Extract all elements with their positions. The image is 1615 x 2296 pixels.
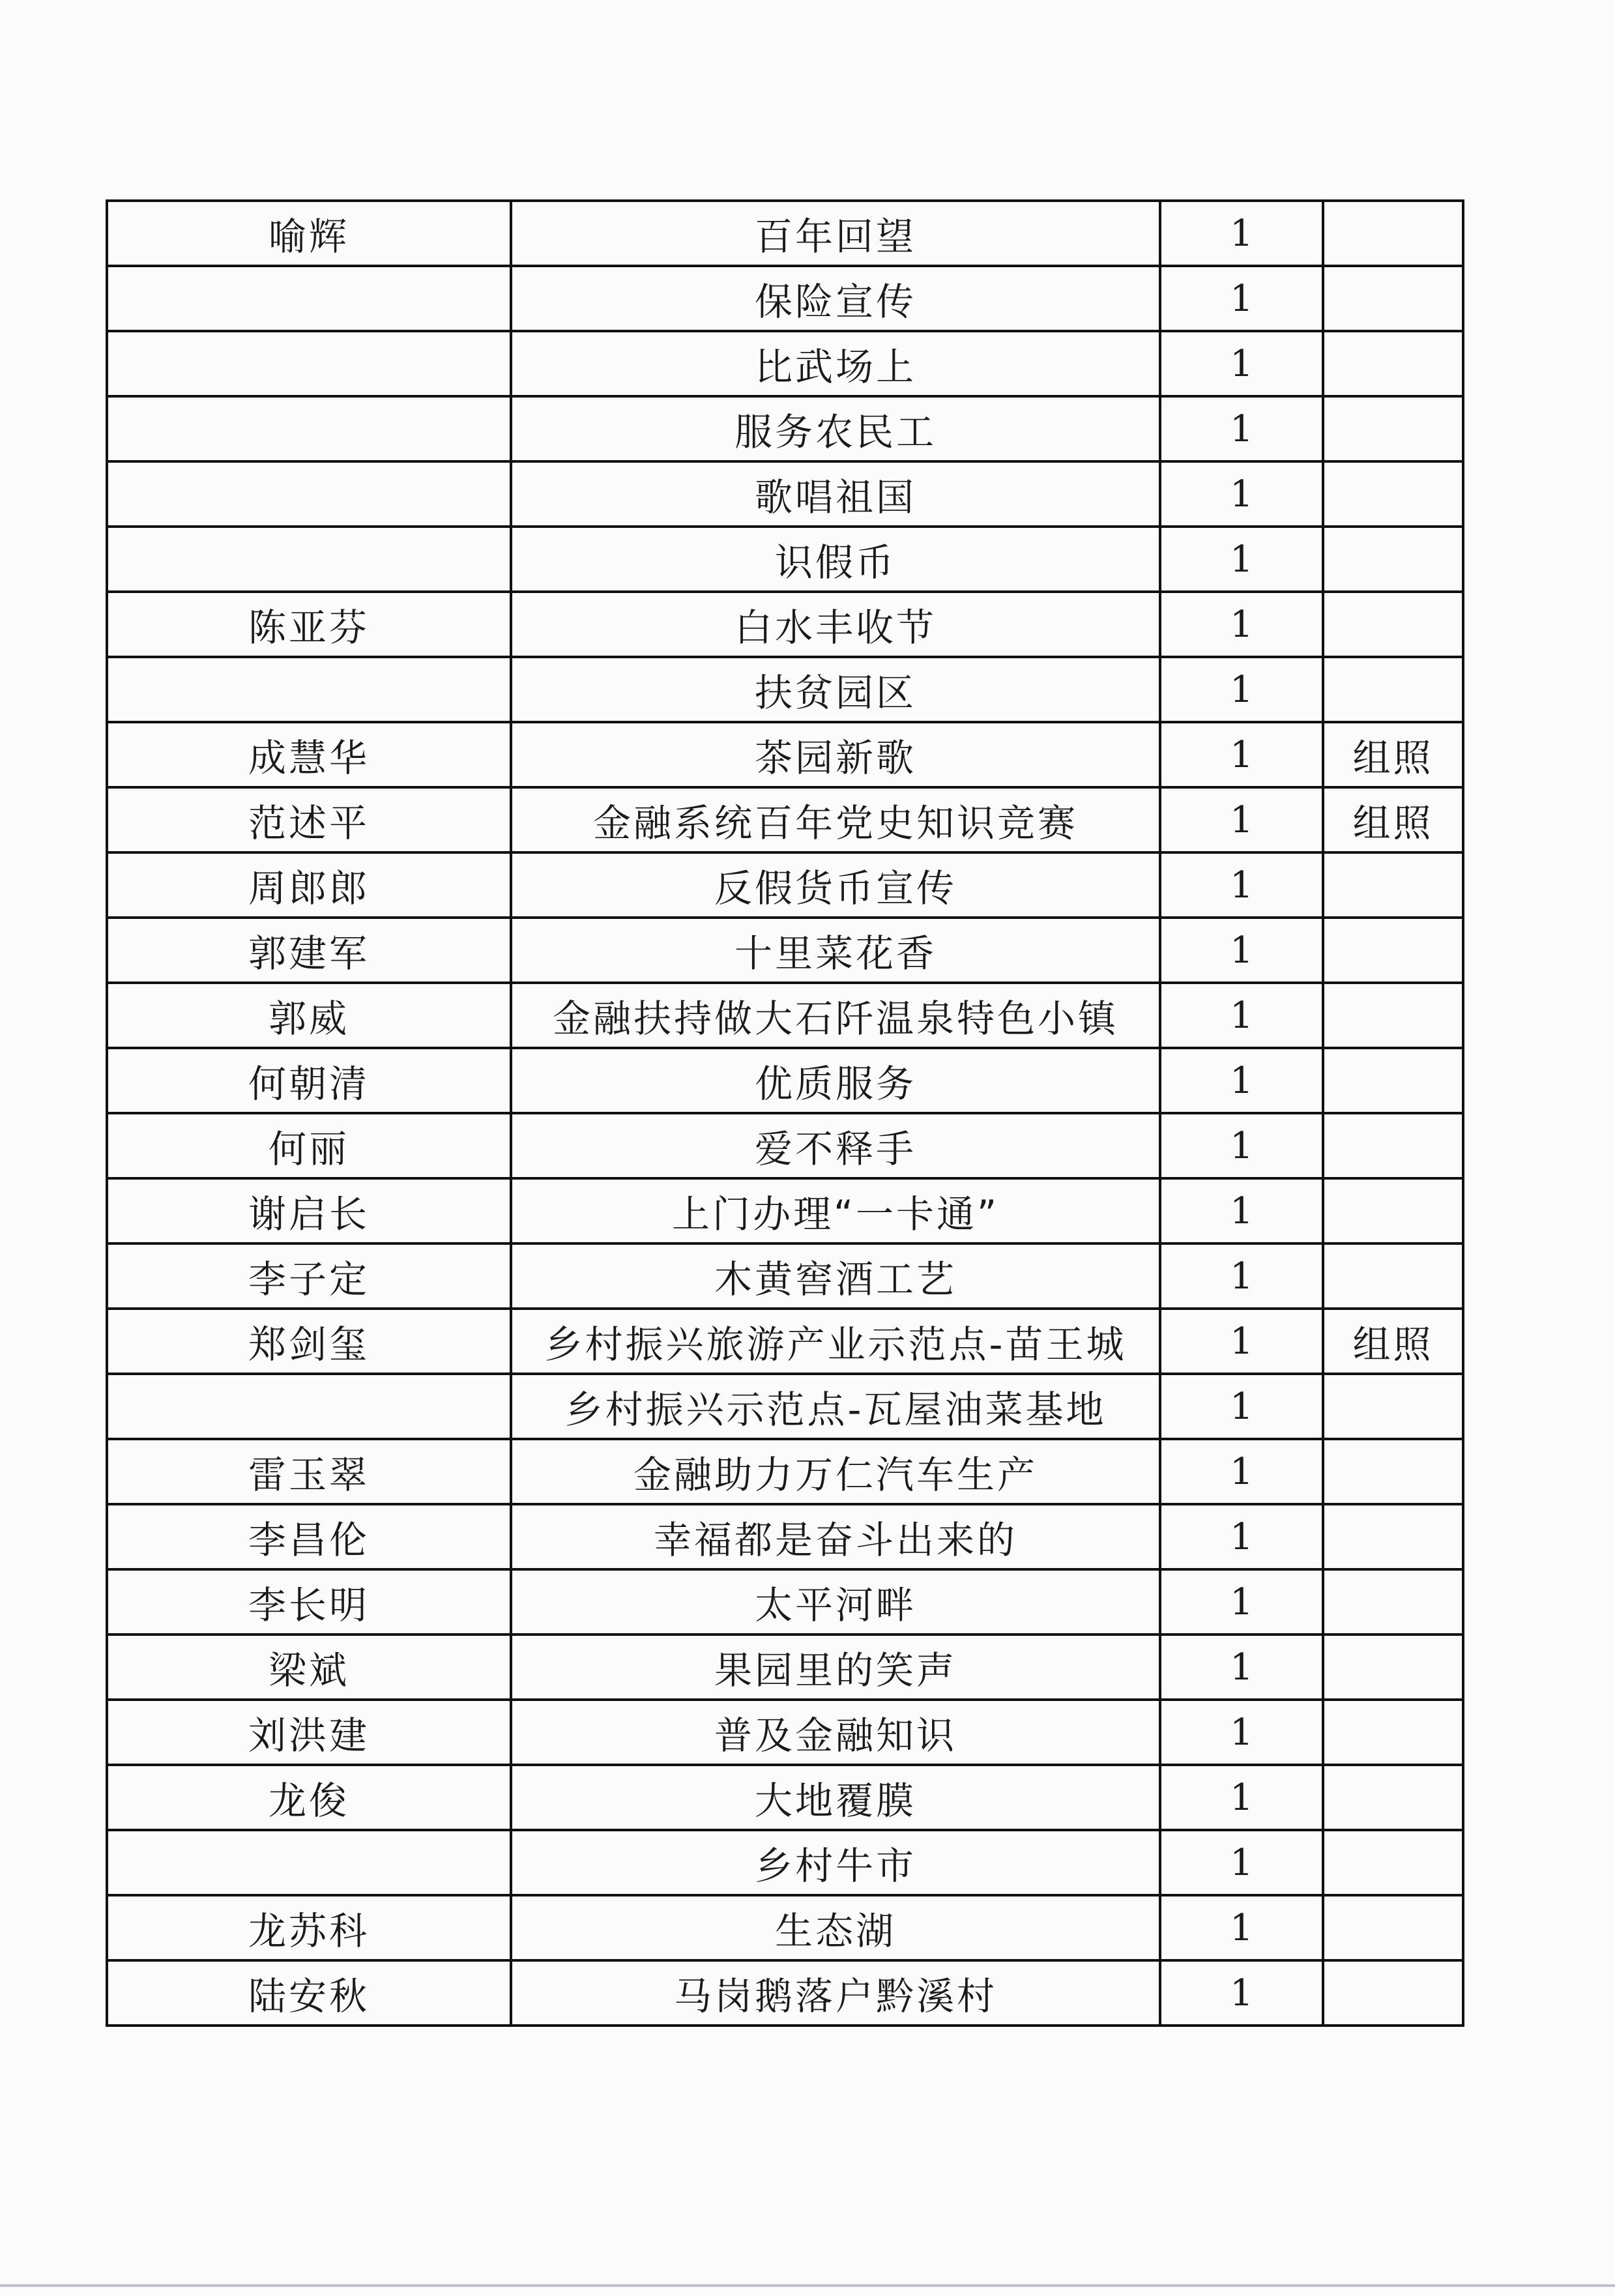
work-title-cell: 马岗鹅落户黔溪村 (511, 1960, 1160, 2026)
work-title-cell: 歌唱祖国 (511, 461, 1160, 527)
table-row (107, 266, 1463, 331)
work-title-cell: 茶园新歌 (511, 722, 1160, 787)
table-row (107, 396, 1463, 461)
note-cell (1323, 918, 1463, 983)
author-cell: 成慧华 (107, 722, 511, 787)
table-row (107, 1635, 1463, 1700)
entries-table-body (107, 201, 1463, 2026)
note-cell (1323, 1830, 1463, 1895)
author-cell: 梁斌 (107, 1635, 511, 1700)
note-cell (1323, 852, 1463, 918)
author-cell (107, 657, 511, 722)
work-title-cell: 果园里的笑声 (511, 1635, 1160, 1700)
table-row (107, 201, 1463, 266)
quantity-cell: 1 (1160, 396, 1323, 461)
author-cell: 郭威 (107, 983, 511, 1048)
work-title-cell: 太平河畔 (511, 1569, 1160, 1635)
note-cell (1323, 1569, 1463, 1635)
work-title-cell: 百年回望 (511, 201, 1160, 266)
quantity-cell: 1 (1160, 657, 1323, 722)
quantity-cell: 1 (1160, 1504, 1323, 1569)
work-title-cell: 保险宣传 (511, 266, 1160, 331)
author-cell: 喻辉 (107, 201, 511, 266)
table-row (107, 983, 1463, 1048)
note-cell (1323, 983, 1463, 1048)
quantity-cell: 1 (1160, 852, 1323, 918)
work-title-cell: 木黄窖酒工艺 (511, 1243, 1160, 1309)
quantity-cell: 1 (1160, 1960, 1323, 2026)
author-cell: 陈亚芬 (107, 592, 511, 657)
work-title-cell: 识假币 (511, 527, 1160, 592)
quantity-cell: 1 (1160, 787, 1323, 852)
quantity-cell: 1 (1160, 331, 1323, 396)
author-cell: 刘洪建 (107, 1700, 511, 1765)
note-cell: 组照 (1323, 722, 1463, 787)
note-cell (1323, 1700, 1463, 1765)
author-cell: 龙苏科 (107, 1895, 511, 1960)
work-title-cell: 生态湖 (511, 1895, 1160, 1960)
entries-table (106, 199, 1464, 2027)
table-row (107, 722, 1463, 787)
table-row (107, 1504, 1463, 1569)
note-cell (1323, 1243, 1463, 1309)
quantity-cell: 1 (1160, 461, 1323, 527)
work-title-cell: 金融助力万仁汽车生产 (511, 1439, 1160, 1504)
work-title-cell: 上门办理“一卡通” (511, 1178, 1160, 1243)
note-cell (1323, 1048, 1463, 1113)
author-cell (107, 1830, 511, 1895)
table-row (107, 1309, 1463, 1374)
quantity-cell: 1 (1160, 722, 1323, 787)
note-cell (1323, 527, 1463, 592)
table-row (107, 1048, 1463, 1113)
author-cell: 李昌伦 (107, 1504, 511, 1569)
quantity-cell: 1 (1160, 1635, 1323, 1700)
table-row (107, 461, 1463, 527)
quantity-cell: 1 (1160, 918, 1323, 983)
table-row (107, 592, 1463, 657)
author-cell (107, 527, 511, 592)
note-cell (1323, 331, 1463, 396)
note-cell: 组照 (1323, 1309, 1463, 1374)
quantity-cell: 1 (1160, 592, 1323, 657)
note-cell (1323, 1765, 1463, 1830)
quantity-cell: 1 (1160, 1439, 1323, 1504)
work-title-cell: 乡村振兴旅游产业示范点-苗王城 (511, 1309, 1160, 1374)
author-cell: 何朝清 (107, 1048, 511, 1113)
note-cell (1323, 1439, 1463, 1504)
page-bottom-rule (0, 2284, 1615, 2287)
table-row (107, 918, 1463, 983)
author-cell: 周郎郎 (107, 852, 511, 918)
table-row (107, 527, 1463, 592)
work-title-cell: 优质服务 (511, 1048, 1160, 1113)
author-cell: 范述平 (107, 787, 511, 852)
table-row (107, 331, 1463, 396)
quantity-cell: 1 (1160, 1178, 1323, 1243)
author-cell: 郭建军 (107, 918, 511, 983)
work-title-cell: 比武场上 (511, 331, 1160, 396)
quantity-cell: 1 (1160, 527, 1323, 592)
note-cell (1323, 657, 1463, 722)
table-row (107, 1830, 1463, 1895)
work-title-cell: 反假货币宣传 (511, 852, 1160, 918)
quantity-cell: 1 (1160, 1895, 1323, 1960)
author-cell: 龙俊 (107, 1765, 511, 1830)
quantity-cell: 1 (1160, 201, 1323, 266)
quantity-cell: 1 (1160, 983, 1323, 1048)
table-row (107, 1895, 1463, 1960)
work-title-cell: 金融系统百年党史知识竞赛 (511, 787, 1160, 852)
note-cell (1323, 1504, 1463, 1569)
author-cell: 谢启长 (107, 1178, 511, 1243)
note-cell (1323, 592, 1463, 657)
note-cell (1323, 1960, 1463, 2026)
table-row (107, 852, 1463, 918)
quantity-cell: 1 (1160, 1113, 1323, 1178)
author-cell: 雷玉翠 (107, 1439, 511, 1504)
note-cell (1323, 396, 1463, 461)
note-cell (1323, 201, 1463, 266)
quantity-cell: 1 (1160, 1243, 1323, 1309)
table-row (107, 1439, 1463, 1504)
quantity-cell: 1 (1160, 1830, 1323, 1895)
table-row (107, 1243, 1463, 1309)
table-row (107, 1374, 1463, 1439)
table-row (107, 1960, 1463, 2026)
quantity-cell: 1 (1160, 1374, 1323, 1439)
table-row (107, 787, 1463, 852)
note-cell (1323, 1113, 1463, 1178)
note-cell (1323, 461, 1463, 527)
quantity-cell: 1 (1160, 1569, 1323, 1635)
quantity-cell: 1 (1160, 1048, 1323, 1113)
author-cell: 郑剑玺 (107, 1309, 511, 1374)
table-row (107, 1569, 1463, 1635)
table-row (107, 1700, 1463, 1765)
table-row (107, 1113, 1463, 1178)
author-cell (107, 1374, 511, 1439)
quantity-cell: 1 (1160, 266, 1323, 331)
note-cell (1323, 1895, 1463, 1960)
work-title-cell: 幸福都是奋斗出来的 (511, 1504, 1160, 1569)
author-cell (107, 461, 511, 527)
author-cell: 李长明 (107, 1569, 511, 1635)
work-title-cell: 金融扶持做大石阡温泉特色小镇 (511, 983, 1160, 1048)
note-cell (1323, 1178, 1463, 1243)
quantity-cell: 1 (1160, 1765, 1323, 1830)
work-title-cell: 十里菜花香 (511, 918, 1160, 983)
author-cell (107, 266, 511, 331)
work-title-cell: 乡村振兴示范点-瓦屋油菜基地 (511, 1374, 1160, 1439)
note-cell: 组照 (1323, 787, 1463, 852)
work-title-cell: 大地覆膜 (511, 1765, 1160, 1830)
work-title-cell: 服务农民工 (511, 396, 1160, 461)
author-cell (107, 396, 511, 461)
author-cell: 李子定 (107, 1243, 511, 1309)
author-cell (107, 331, 511, 396)
quantity-cell: 1 (1160, 1700, 1323, 1765)
table-row (107, 657, 1463, 722)
table-row (107, 1178, 1463, 1243)
note-cell (1323, 266, 1463, 331)
work-title-cell: 爱不释手 (511, 1113, 1160, 1178)
author-cell: 何丽 (107, 1113, 511, 1178)
work-title-cell: 白水丰收节 (511, 592, 1160, 657)
note-cell (1323, 1374, 1463, 1439)
author-cell: 陆安秋 (107, 1960, 511, 2026)
work-title-cell: 普及金融知识 (511, 1700, 1160, 1765)
quantity-cell: 1 (1160, 1309, 1323, 1374)
table-row (107, 1765, 1463, 1830)
work-title-cell: 扶贫园区 (511, 657, 1160, 722)
work-title-cell: 乡村牛市 (511, 1830, 1160, 1895)
note-cell (1323, 1635, 1463, 1700)
